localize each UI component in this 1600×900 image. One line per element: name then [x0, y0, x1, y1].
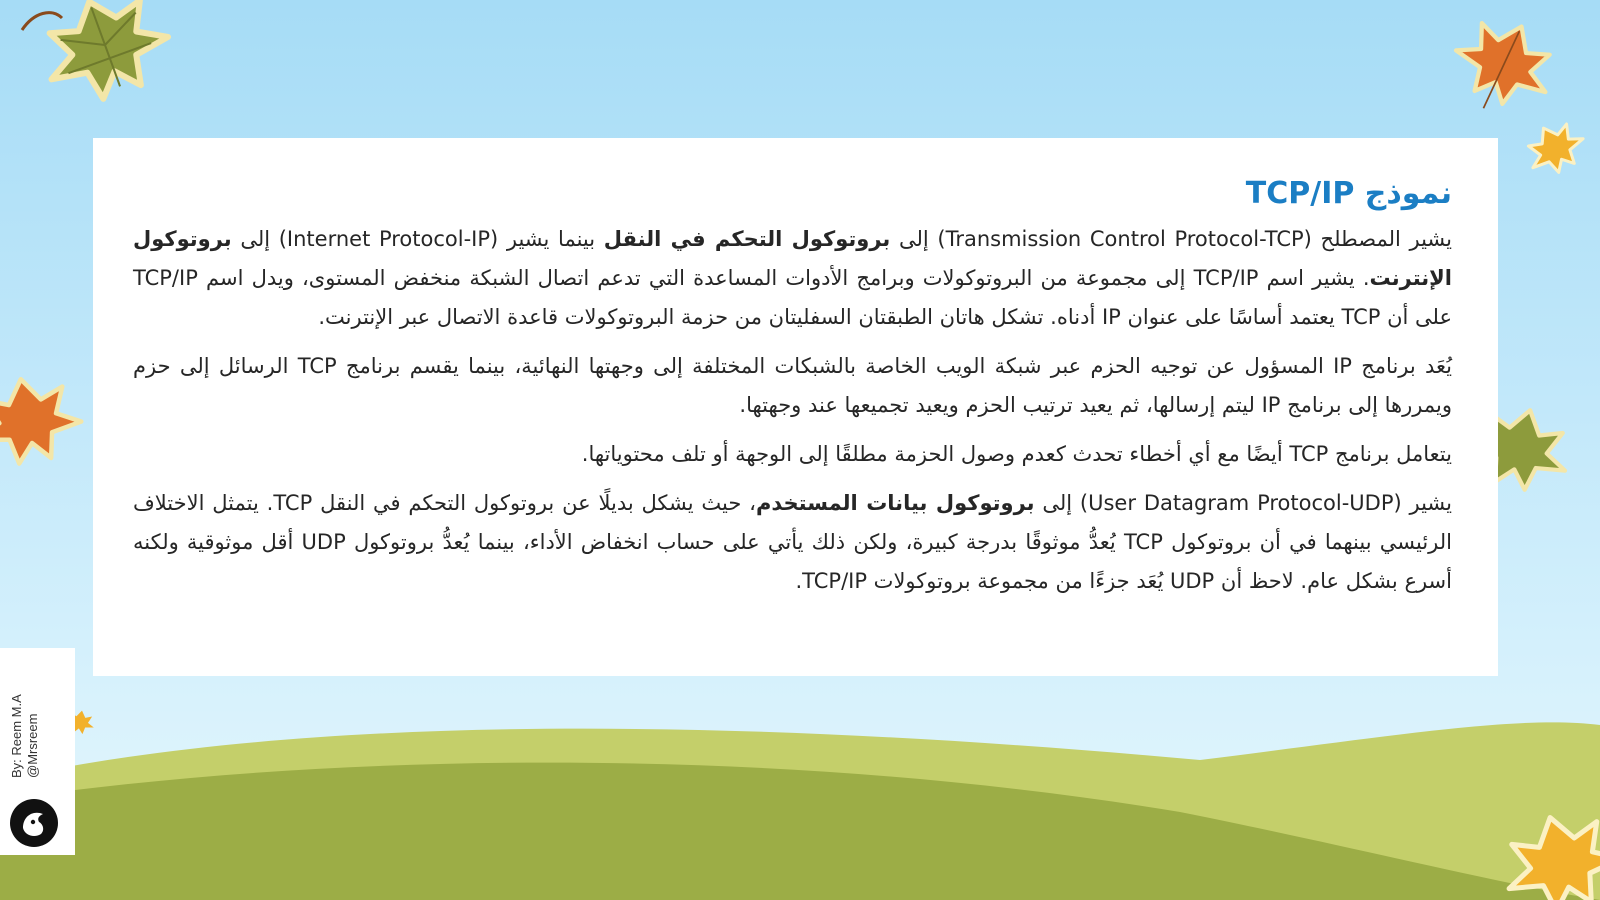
text-run: يشير المصطلح (Transmission Control Protocol-TCP) إلى — [890, 227, 1453, 251]
credit-text — [9, 653, 41, 778]
leaf-icon — [1518, 114, 1591, 183]
credit-badge — [0, 648, 75, 855]
owl-logo-icon — [9, 798, 59, 848]
bold-term-ip: بروتوكول الإنترنت — [133, 227, 1452, 290]
bold-term-udp: بروتوكول بيانات المستخدم — [755, 491, 1035, 515]
paragraph-tcp-errors: يتعامل برنامج TCP أيضًا مع أي أخطاء تحدث كعدم وصول الحزمة مطلقًا إلى الوجهة أو تلف محتوياتها. — [581, 442, 1452, 466]
slide-title: نموذج TCP/IP — [1245, 176, 1452, 211]
credit-author: By: Reem M.A — [9, 694, 24, 778]
paragraph-ip-routing: يُعَد برنامج IP المسؤول عن توجيه الحزم عبر شبكة الويب الخاصة بالشبكات المختلفة إلى وجهتها النهائية، بينما يقسم برنامج TCP الرسائل إلى حزم ويمررها إلى برنامج IP ليتم إرسالها، ثم يعيد ترتيب الحزم ويعيد تجميعها عند وجهتها. — [133, 354, 1453, 417]
paragraph-tcp-ip-definition — [133, 220, 1452, 337]
credit-handle: @Mrsreem — [25, 713, 40, 778]
text-run: ، حيث يشكل بديلًا عن بروتوكول التحكم في النقل TCP. يتمثل الاختلاف الرئيسي بينهما في أن بروتوكول TCP يُعدُّ موثوقًا بدرجة كبيرة، ولكن ذلك يأتي على حساب انخفاض الأداء، بينما يُعدُّ بروتوكول UDP أقل موثوقية ولكنه أسرع بشكل عام. لاحظ أن UDP يُعَد جزءًا من مجموعة بروتوكولات TCP/IP. — [133, 491, 1452, 593]
bold-term-tcp: بروتوكول التحكم في النقل — [603, 227, 891, 251]
leaf-icon — [0, 370, 87, 470]
leaf-stem — [22, 13, 62, 30]
text-run: بينما يشير (Internet Protocol-IP) إلى — [231, 227, 604, 251]
leaf-icon — [31, 0, 180, 113]
text-run: يشير (User Datagram Protocol-UDP) إلى — [1034, 491, 1453, 515]
leaf-icon — [1439, 6, 1566, 129]
paragraph-udp — [133, 484, 1452, 601]
text-run: . يشير اسم TCP/IP إلى مجموعة من البروتوكولات وبرامج الأدوات المساعدة التي تدعم اتصال الشبكة منخفض المستوى، ويدل اسم TCP/IP على أن TCP يعتمد أساسًا على عنوان IP أدناه. تشكل هاتان الطبقتان السفليتان من حزمة البروتوكولات قاعدة الاتصال عبر الإنترنت. — [133, 266, 1452, 329]
content-card — [93, 138, 1498, 676]
